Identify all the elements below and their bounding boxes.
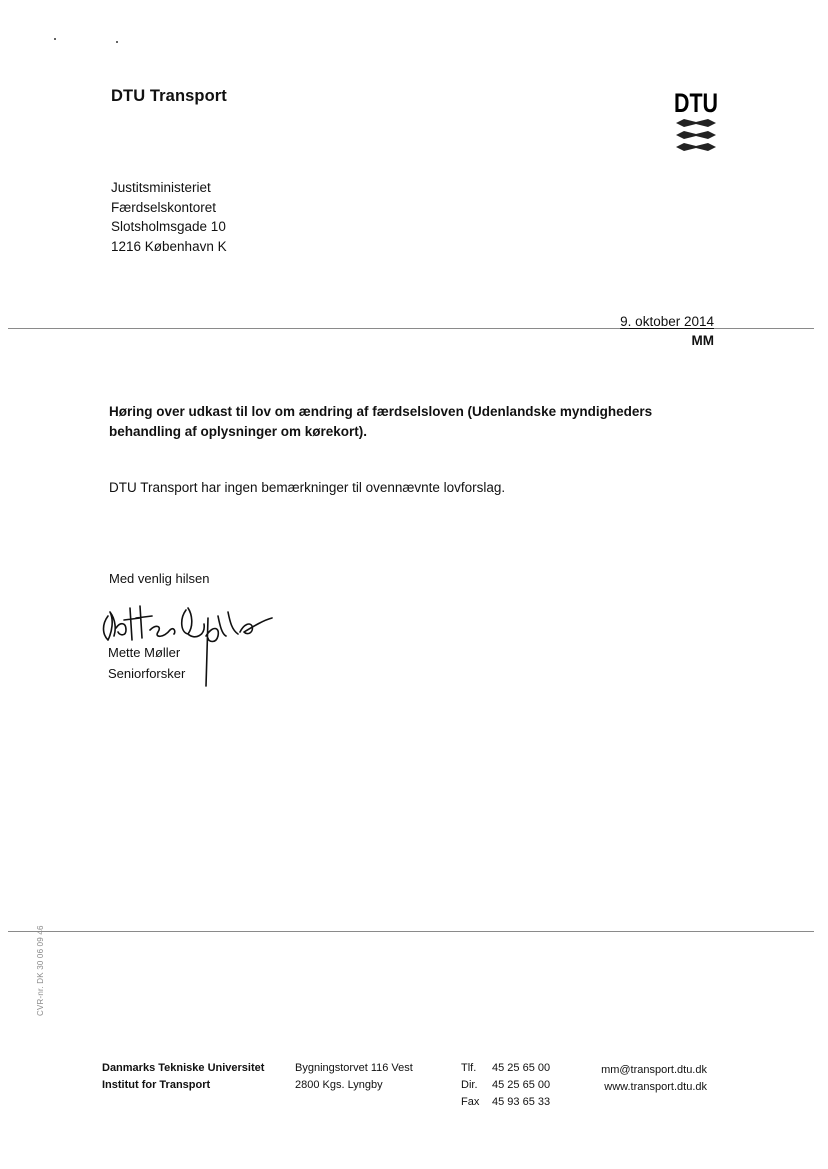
recipient-line: Justitsministeriet [111,180,211,195]
signer-name: Mette Møller [108,645,181,660]
footer-address-line: Bygningstorvet 116 Vest [295,1062,413,1074]
footer-address [295,1060,413,1094]
footer-web: www.transport.dtu.dk [604,1081,707,1093]
footer-institution-line: Danmarks Tekniske Universitet [102,1062,265,1074]
footer-phones [461,1060,550,1111]
phone-number: 45 25 65 00 [492,1079,551,1091]
footer-phone-row [461,1060,550,1077]
phone-number: 45 25 65 00 [492,1062,551,1074]
footer-contact [601,1062,707,1096]
footer-institution-line: Institut for Transport [102,1079,211,1091]
footer-phone-row [461,1077,550,1094]
signer-title: Seniorforsker [108,666,186,681]
phone-number: 45 93 65 33 [492,1096,551,1108]
recipient-line: Slotsholmsgade 10 [111,219,226,234]
sender-initials: MM [691,333,714,348]
footer-address-line: 2800 Kgs. Lyngby [295,1079,383,1091]
logo-wave-marks [676,119,716,151]
footer-institution [102,1060,264,1094]
footer-phone-row [461,1094,550,1111]
letter-body: DTU Transport har ingen bemærkninger til ovennævnte lovforslag. [109,480,506,495]
footer-divider [8,931,814,932]
letter-date: 9. oktober 2014 [620,314,714,329]
phone-label: Fax [461,1096,480,1108]
cvr-number: CVR-nr. DK 30 06 09 46 [36,925,45,1016]
letter-closing: Med venlig hilsen [109,571,210,586]
letterhead-unit-name: DTU Transport [111,87,227,105]
footer-email: mm@transport.dtu.dk [601,1064,707,1076]
phone-label: Dir. [461,1079,478,1091]
phone-label: Tlf. [461,1062,477,1074]
logo-text: DTU [674,88,718,118]
dtu-logo [672,88,720,154]
letter-subject: Høring over udkast til lov om ændring af færdselsloven (Udenlandske myndigheders behandling af oplysninger om kørekort). [109,404,653,439]
scan-speck [54,38,56,40]
scan-speck [116,41,118,43]
recipient-line: Færdselskontoret [111,199,217,215]
recipient-line: 1216 København K [111,238,227,254]
recipient-address [111,178,227,256]
